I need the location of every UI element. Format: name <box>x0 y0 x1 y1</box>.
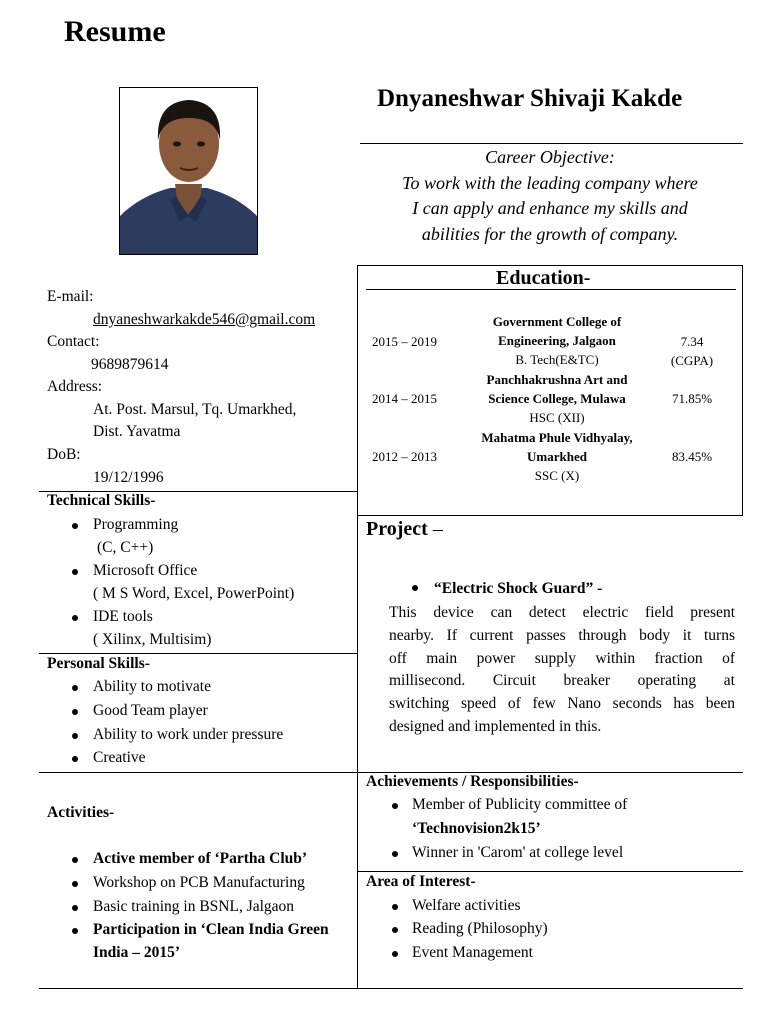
education-heading: Education- <box>496 267 591 289</box>
bullet-icon <box>72 905 78 911</box>
personal-skill-item: Ability to work under pressure <box>93 726 284 743</box>
education-score-note: (CGPA) <box>670 353 714 368</box>
project-heading <box>366 516 443 542</box>
technical-skills-heading: Technical Skills- <box>47 492 156 509</box>
candidate-name: Dnyaneshwar Shivaji Kakde <box>377 85 683 112</box>
email-link[interactable]: dnyaneshwarkakde546@gmail.com <box>93 311 316 328</box>
project-heading-text: Project <box>366 518 428 540</box>
career-objective-line: To work with the leading company where <box>402 172 698 193</box>
achievements-heading: Achievements / Responsibilities- <box>366 773 579 790</box>
project-line: This device can detect electric field present <box>389 604 735 621</box>
institute-line: Science College, Mulawa <box>488 391 626 406</box>
contact-label: Contact: <box>47 333 100 350</box>
dob-label: DoB: <box>47 446 81 463</box>
career-objective-line: I can apply and enhance my skills and <box>412 198 688 218</box>
bullet-icon <box>392 904 398 910</box>
address-line: Dist. Yavatma <box>93 423 181 440</box>
project-description <box>389 602 735 739</box>
activity-item: Workshop on PCB Manufacturing <box>93 874 305 891</box>
person-silhouette-icon <box>120 88 257 254</box>
project-line: switching speed of few Nano seconds has been <box>389 695 735 713</box>
skill-sub: ( Xilinx, Multisim) <box>93 631 212 648</box>
bullet-icon <box>412 585 418 591</box>
address-label: Address: <box>47 378 103 395</box>
address-line: At. Post. Marsul, Tq. Umarkhed, <box>93 401 297 418</box>
skill-item: IDE tools <box>93 608 153 625</box>
skill-item: Programming <box>93 516 179 533</box>
education-institute <box>458 428 656 466</box>
career-objective-heading: Career Objective: <box>485 147 615 167</box>
institute-line: Government College of <box>492 314 622 329</box>
achievement-item-continued: ‘Technovision2k15’ <box>412 820 541 837</box>
institute-line: Mahatma Phule Vidhyalay, <box>481 430 633 445</box>
personal-skill-item: Good Team player <box>93 702 208 719</box>
phone-number: 9689879614 <box>91 356 169 373</box>
institute-line: Umarkhed <box>527 449 587 464</box>
bullet-icon <box>72 709 78 715</box>
personal-skills-divider <box>39 653 358 654</box>
interest-heading: Area of Interest- <box>366 873 476 890</box>
bullet-icon <box>72 857 78 863</box>
project-line: millisecond. Circuit breaker operating at <box>389 672 735 690</box>
page-bottom-border <box>39 988 743 989</box>
interest-item: Reading (Philosophy) <box>412 920 548 937</box>
bullet-icon <box>72 569 78 575</box>
bullet-icon <box>392 851 398 857</box>
career-objective-line: abilities for the growth of company. <box>421 223 679 244</box>
achievement-item: Member of Publicity committee of <box>412 796 628 813</box>
dob-value: 19/12/1996 <box>93 469 164 486</box>
column-divider <box>357 265 358 989</box>
activity-item: Active member of ‘Partha Club’ <box>93 850 308 867</box>
interest-divider <box>357 871 743 872</box>
education-degree: B. Tech(E&TC) <box>515 352 599 367</box>
skill-sub: (C, C++) <box>97 539 154 556</box>
project-title: “Electric Shock Guard” - <box>434 580 603 597</box>
activities-heading: Activities- <box>47 804 115 821</box>
document-title: Resume <box>64 15 166 48</box>
bullet-icon <box>72 756 78 762</box>
education-years: 2015 – 2019 <box>372 334 437 349</box>
bullet-icon <box>392 927 398 933</box>
bullet-icon <box>392 951 398 957</box>
institute-line: Panchhakrushna Art and <box>486 372 628 387</box>
bullet-icon <box>72 881 78 887</box>
activity-item: Basic training in BSNL, Jalgaon <box>93 898 295 915</box>
institute-line: Engineering, Jalgaon <box>498 333 616 348</box>
email-label: E-mail: <box>47 288 94 305</box>
skill-item: Microsoft Office <box>93 562 198 579</box>
interest-item: Event Management <box>412 944 533 961</box>
personal-skill-item: Creative <box>93 749 146 766</box>
activity-item: Participation in ‘Clean India Green <box>93 921 329 938</box>
education-right-border <box>742 265 743 515</box>
project-line: designed and implemented in this. <box>389 717 602 735</box>
profile-photo <box>119 87 258 255</box>
education-years: 2014 – 2015 <box>372 391 437 406</box>
education-degree: HSC (XII) <box>529 410 585 425</box>
bullet-icon <box>72 615 78 621</box>
personal-skills-heading: Personal Skills- <box>47 655 150 672</box>
bullet-icon <box>72 733 78 739</box>
name-divider <box>360 143 743 144</box>
activity-item-continued: India – 2015’ <box>93 944 180 961</box>
bullet-icon <box>72 685 78 691</box>
project-heading-dash: – <box>432 518 443 540</box>
project-line: off main power supply within fraction of <box>389 649 735 667</box>
education-score: 83.45% <box>671 449 713 464</box>
bullet-icon <box>72 928 78 934</box>
project-line: nearby. If current passes through body it turns <box>389 626 735 644</box>
bullet-icon <box>392 803 398 809</box>
education-degree: SSC (X) <box>534 468 580 483</box>
career-objective <box>360 145 740 247</box>
education-heading-underline <box>366 289 736 290</box>
education-institute <box>458 312 656 350</box>
bullet-icon <box>72 523 78 529</box>
achievement-item: Winner in 'Carom' at college level <box>412 844 624 861</box>
education-score: 71.85% <box>671 391 713 406</box>
skill-sub: ( M S Word, Excel, PowerPoint) <box>93 585 295 602</box>
education-institute <box>458 370 656 408</box>
education-years: 2012 – 2013 <box>372 449 437 464</box>
education-score: 7.34 <box>680 334 704 349</box>
interest-item: Welfare activities <box>412 897 521 914</box>
personal-skill-item: Ability to motivate <box>93 678 211 695</box>
